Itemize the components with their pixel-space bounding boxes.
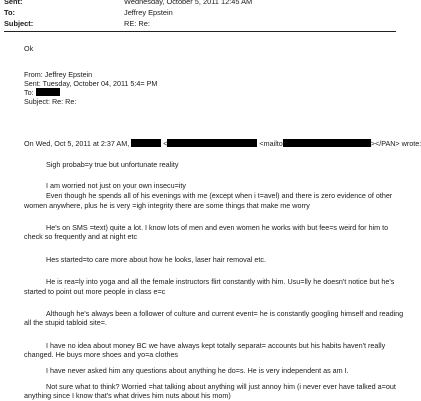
quoted-subject: Subject: Re: Re: bbox=[24, 97, 77, 106]
reply-body: Ok bbox=[24, 44, 34, 53]
quoted-paragraph-line: Even though he spends all of his evenings with me (except when i t=avel) and there is zero evidence of other bbox=[46, 191, 393, 200]
quoted-from: From: Jeffrey Epstein bbox=[24, 70, 93, 79]
quoted-paragraph-line: Not sure what to think? Worried =hat talking about anything will just annoy him (i never ever have talked a=out bbox=[46, 382, 396, 391]
redaction-bar bbox=[167, 139, 257, 147]
redaction-bar bbox=[36, 88, 60, 96]
quoted-paragraph: Hes started=to care more about how he looks, laser hair removal etc. bbox=[46, 255, 266, 264]
to-row bbox=[4, 8, 173, 18]
sent-row bbox=[4, 0, 252, 7]
quoted-paragraph-line: all the stupid tabloid site=. bbox=[24, 318, 107, 327]
redaction-bar bbox=[131, 139, 161, 147]
wrote-line bbox=[24, 139, 421, 149]
quoted-paragraph-line: changed. He buys more shoes and yo=a clothes bbox=[24, 350, 179, 359]
wrote-mailto: <mailto bbox=[259, 139, 283, 148]
quoted-paragraph: Sigh probab=y true but unfortunate reality bbox=[46, 160, 179, 169]
quoted-paragraph-line: He is rea=ly into yoga and all the female instructors flirt constantly with him. Usu=lly he doesn't notice but he's bbox=[46, 277, 395, 286]
header-divider bbox=[4, 31, 396, 32]
quoted-paragraph: I am worried not just on your own insecu=ity bbox=[46, 181, 187, 190]
quoted-paragraph-line: women anywhere, plus he is very =igh integrity there are some things that make me worry bbox=[24, 201, 310, 210]
quoted-to-label: To: bbox=[24, 88, 34, 97]
quoted-paragraph-line: check so frequently and at night etc bbox=[24, 232, 138, 241]
wrote-suffix: ></PAN> wrote: bbox=[370, 139, 421, 148]
quoted-paragraph-line: I have no idea about money BC we have always kept totally separat= accounts but his habits haven't really bbox=[46, 341, 386, 350]
quoted-paragraph-line: Although he's always been a follower of culture and current event= he is constantly googling himself and reading bbox=[46, 309, 404, 318]
subject-value: RE: Re: bbox=[124, 19, 150, 28]
sent-label: Sent: bbox=[4, 0, 23, 6]
quoted-paragraph-line: anything since I know that's what drives him nuts about his mom) bbox=[24, 391, 231, 400]
subject-label: Subject: bbox=[4, 19, 34, 28]
wrote-prefix: On Wed, Oct 5, 2011 at 2:37 AM, bbox=[24, 139, 130, 148]
sent-value: Wednesday, October 5, 2011 12:45 AM bbox=[124, 0, 253, 6]
subject-row bbox=[4, 19, 150, 29]
to-value: Jeffrey Epstein bbox=[124, 8, 173, 17]
quoted-paragraph: I have never asked him any questions about anything he do=s. He is very independent as am I. bbox=[46, 366, 349, 375]
wrote-lt: < bbox=[163, 139, 168, 148]
redaction-bar bbox=[283, 139, 371, 147]
to-label: To: bbox=[4, 8, 15, 17]
quoted-paragraph-line: started to point out more people in class e=c bbox=[24, 287, 166, 296]
quoted-paragraph-line: He's on SMS =text) quite a lot. I know lots of men and even women he works with but fee=s weird for him to bbox=[46, 223, 389, 232]
quoted-sent: Sent: Tuesday, October 04, 2011 5:4= PM bbox=[24, 79, 158, 88]
